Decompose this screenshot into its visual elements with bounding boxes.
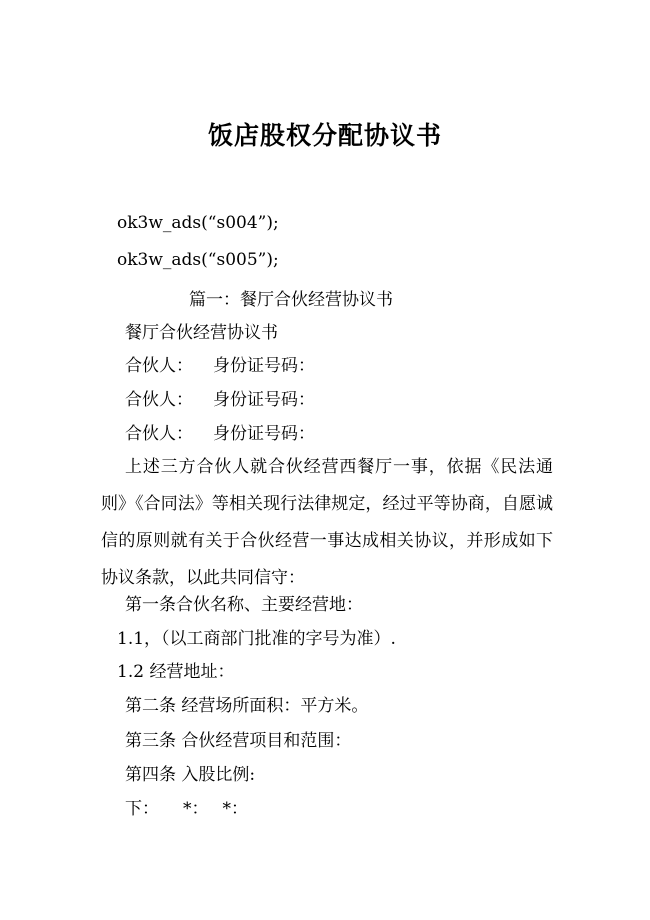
last-line-mark: *： bbox=[222, 799, 248, 819]
article-1: 第一条合伙名称、主要经营地： bbox=[125, 595, 363, 615]
item-1-1: 1.1，（以工商部门批准的字号为准）. bbox=[117, 629, 396, 649]
section-heading: 篇一：餐厅合伙经营协议书 bbox=[189, 290, 393, 310]
intro-paragraph: 上述三方合伙人就合伙经营西餐厅一事，依据《民法通则》《合同法》等相关现行法律规定，经过平等协商，自愿诚信的原则就有关于合伙经营一事达成相关协议，并形成如下协议条款，以此共同信守： bbox=[101, 457, 553, 588]
last-line-mark: *： bbox=[183, 799, 209, 819]
partner-label: 合伙人： bbox=[125, 390, 193, 410]
partner-id-label: 身份证号码： bbox=[213, 390, 315, 410]
partner-label: 合伙人： bbox=[125, 424, 193, 444]
document-title: 饭店股权分配协议书 bbox=[207, 121, 442, 150]
partner-line bbox=[125, 351, 315, 376]
article-4: 第四条 入股比例: bbox=[125, 765, 256, 785]
code-line-1: ok3w_ads(“s004”); bbox=[117, 213, 279, 233]
article-3: 第三条 合伙经营项目和范围： bbox=[125, 731, 352, 751]
item-1-2: 1.2 经营地址： bbox=[117, 662, 235, 682]
partner-id-label: 身份证号码： bbox=[213, 424, 315, 444]
partner-label: 合伙人： bbox=[125, 356, 193, 376]
partner-line bbox=[125, 419, 315, 444]
article-2: 第二条 经营场所面积：平方米。 bbox=[125, 696, 369, 716]
last-line bbox=[125, 794, 248, 819]
sub-title: 餐厅合伙经营协议书 bbox=[125, 323, 278, 343]
partner-id-label: 身份证号码： bbox=[213, 356, 315, 376]
last-line-lead: 下： bbox=[125, 799, 159, 819]
code-line-2: ok3w_ads(“s005”); bbox=[117, 250, 279, 270]
partner-line bbox=[125, 385, 315, 410]
